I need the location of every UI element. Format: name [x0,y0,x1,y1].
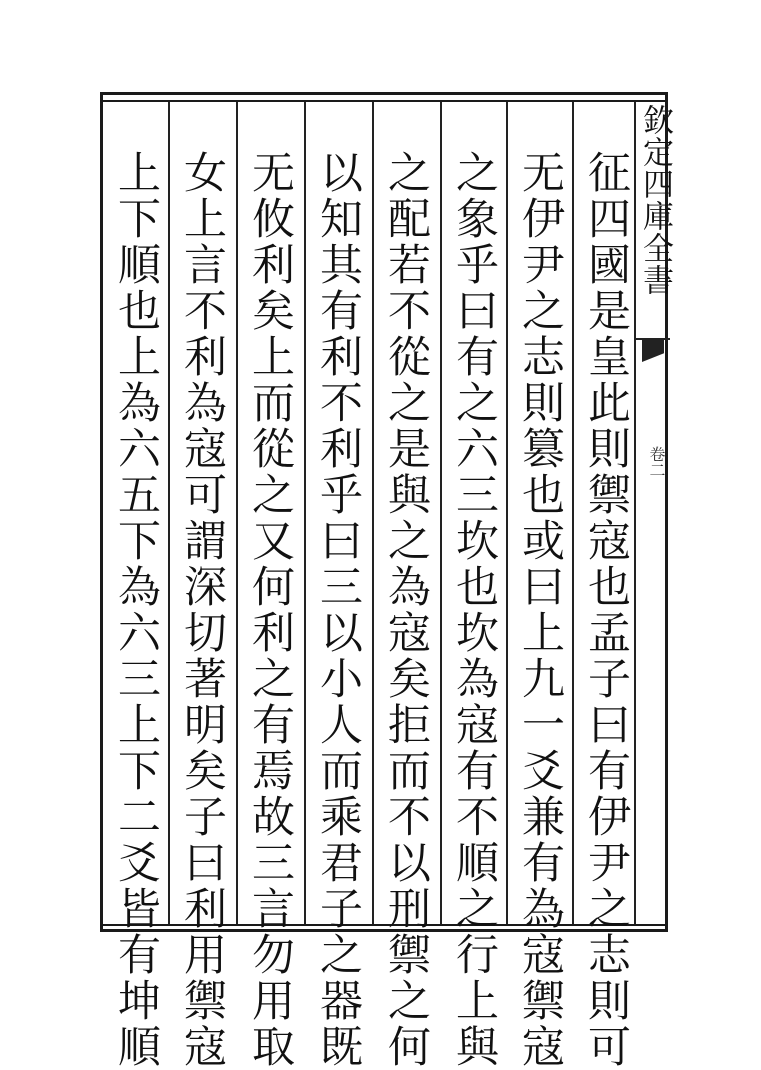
column-rule [440,102,442,924]
text-column-4: 之配若不從之是與之為寇矣拒而不以刑禦之何 [381,150,431,1070]
volume-label: 卷二 [647,446,666,478]
inner-top-rule [100,100,668,102]
column-rule [372,102,374,924]
column-rule [572,102,574,924]
collection-title: 欽定四庫全書 [637,104,673,296]
text-column-3: 之象乎曰有之六三坎也坎為寇有不順之行上與 [449,150,499,1070]
text-column-7: 女上言不利為寇可謂深切著明矣子曰利用禦寇 [177,150,227,1070]
column-rule [168,102,170,924]
text-column-2: 无伊尹之志則篡也或曰上九一爻兼有為寇禦寇 [515,150,565,1070]
text-column-1: 征四國是皇此則禦寇也孟子曰有伊尹之志則可 [581,150,631,1070]
column-rule [236,102,238,924]
column-rule [506,102,508,924]
text-column-6: 无攸利矣上而從之又何利之有焉故三言勿用取 [245,150,295,1070]
column-rule [304,102,306,924]
text-column-8: 上下順也上為六五下為六三上下二爻皆有坤順 [111,150,161,1070]
text-column-5: 以知其有利不利乎曰三以小人而乘君子之器既 [313,150,363,1070]
